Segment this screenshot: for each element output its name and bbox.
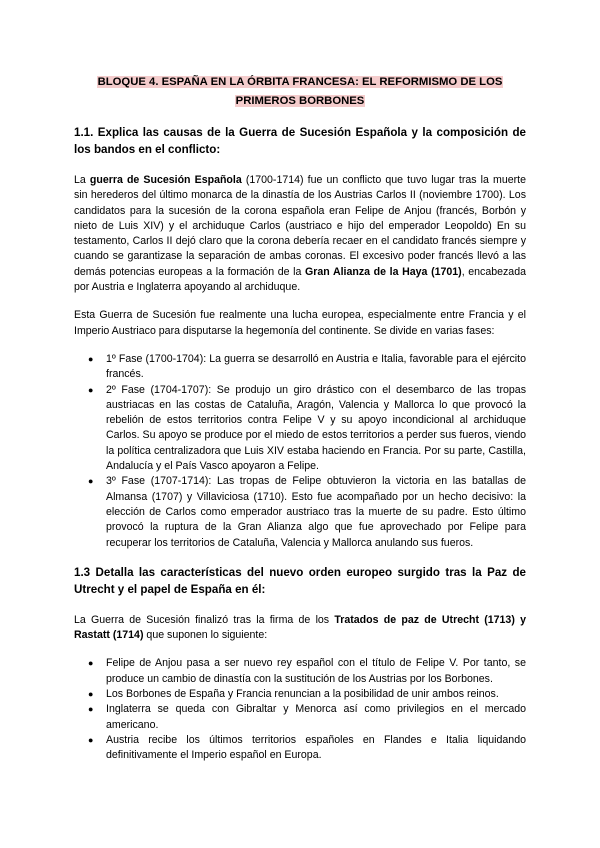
page-title: BLOQUE 4. ESPAÑA EN LA ÓRBITA FRANCESA: EL REFORMISMO DE LOS PRIMEROS BORBONES [97,76,503,107]
bullet-icon: ● [88,353,94,364]
list-item [88,702,526,733]
list-item-text: 2º Fase (1704-1707): Se produjo un giro drástico con el desembarco de las tropas austriacas en las costas de Cataluña, Aragón, Valencia y Mallorca lo que provocó la rebelión de estos territorios contra Felipe V y su apoyo incondicional al archiduque Carlos. Su apoyo se produce por el miedo de estos territorios a perder sus fueros, viendo la política centralizadora que Luis XIV estaba haciendo en Francia. Por su parte, Castilla, Andalucía y el País Vasco apoyaron a Felipe. [106,383,526,473]
bullet-icon: ● [88,689,94,700]
section-1-heading: 1.1. Explica las causas de la Guerra de Sucesión Española y la composición de los bandos en el conflicto: [74,126,526,156]
bullet-icon: ● [88,476,94,487]
list-item [88,733,526,764]
bullet-icon: ● [88,658,94,669]
bold-term: guerra de Sucesión Española [89,174,242,186]
list-item-text: Felipe de Anjou pasa a ser nuevo rey español con el título de Felipe V. Por tanto, se produce un cambio de dinastía con la sustitución de los Austrias por los Borbones. [106,657,526,685]
list-item-text: Austria recibe los últimos territorios españoles en Flandes e Italia liquidando definitivamente el Imperio español en Europa. [106,733,526,762]
section-1-phase-list [74,352,526,551]
list-item-text: Inglaterra se queda con Gibraltar y Menorca así como privilegios en el mercado americano. [106,703,526,731]
text-run: La Guerra de Sucesión finalizó tras la firma de los [74,613,335,626]
text-run: , encabezada por Austria e Inglaterra apoyando al archiduque. [74,265,526,294]
section-2-heading: 1.3 Detalla las características del nuevo orden europeo surgido tras la Paz de Utrecht y el papel de España en él: [74,565,526,596]
list-item-text: 1º Fase (1700-1704): La guerra se desarrolló en Austria e Italia, favorable para el ejército francés. [106,352,526,381]
list-item-text: Los Borbones de España y Francia renuncian a la posibilidad de unir ambos reinos. [106,688,499,701]
bullet-icon: ● [88,384,94,395]
list-item-text: 3º Fase (1707-1714): Las tropas de Felipe obtuvieron la victoria en las batallas de Almansa (1707) y Villaviciosa (1710). Esto fue acompañado por un hecho decisivo: la elección de Carlos como emperador austriaco tras la muerte de su padre. Esto último provocó la ruptura de la Gran Alianza algo que fue aprovechado por Felipe para recuperar los territorios de Cataluña, Valencia y Mallorca anulando sus fueros. [106,475,526,549]
section-2-paragraph-1 [74,613,526,644]
list-item [88,352,526,383]
bullet-icon: ● [88,734,94,745]
list-item [88,383,526,475]
list-item [88,687,526,702]
text-run: La [74,174,90,186]
bold-term: Tratados de paz de Utrecht (1713) y Rastatt (1714) [74,613,526,642]
section-1-paragraph-1 [74,173,526,295]
list-item [88,474,526,550]
title-block [74,72,526,110]
text-run: (1700-1714) fue un conflicto que tuvo lugar tras la muerte sin herederos del último monarca de la dinastía de los Austrias Carlos II (noviembre 1700). Los candidatos para la sucesión de la corona española eran Felipe de Anjou (francés, Borbón y nieto de Luis XIV) y el archiduque Carlos (austriaco e hijo del emperador Leopoldo) En su testamento, Carlos II dejó claro que la corona debería recaer en el candidato francés siempre y cuando se garantizase la separación de ambas coronas. El excesivo poder francés llevó a las demás potencias europeas a la formación de la [74,174,526,278]
section-1-paragraph-2: Esta Guerra de Sucesión fue realmente una lucha europea, especialmente entre Francia y el Imperio Austriaco para disputarse la hegemonía del continente. Se divide en varias fases: [74,309,526,337]
bold-term: Gran Alianza de la Haya (1701) [305,265,462,278]
text-run: que suponen lo siguiente: [143,629,268,642]
bullet-icon: ● [88,704,94,715]
list-item [88,656,526,687]
section-2-consequence-list [74,656,526,763]
